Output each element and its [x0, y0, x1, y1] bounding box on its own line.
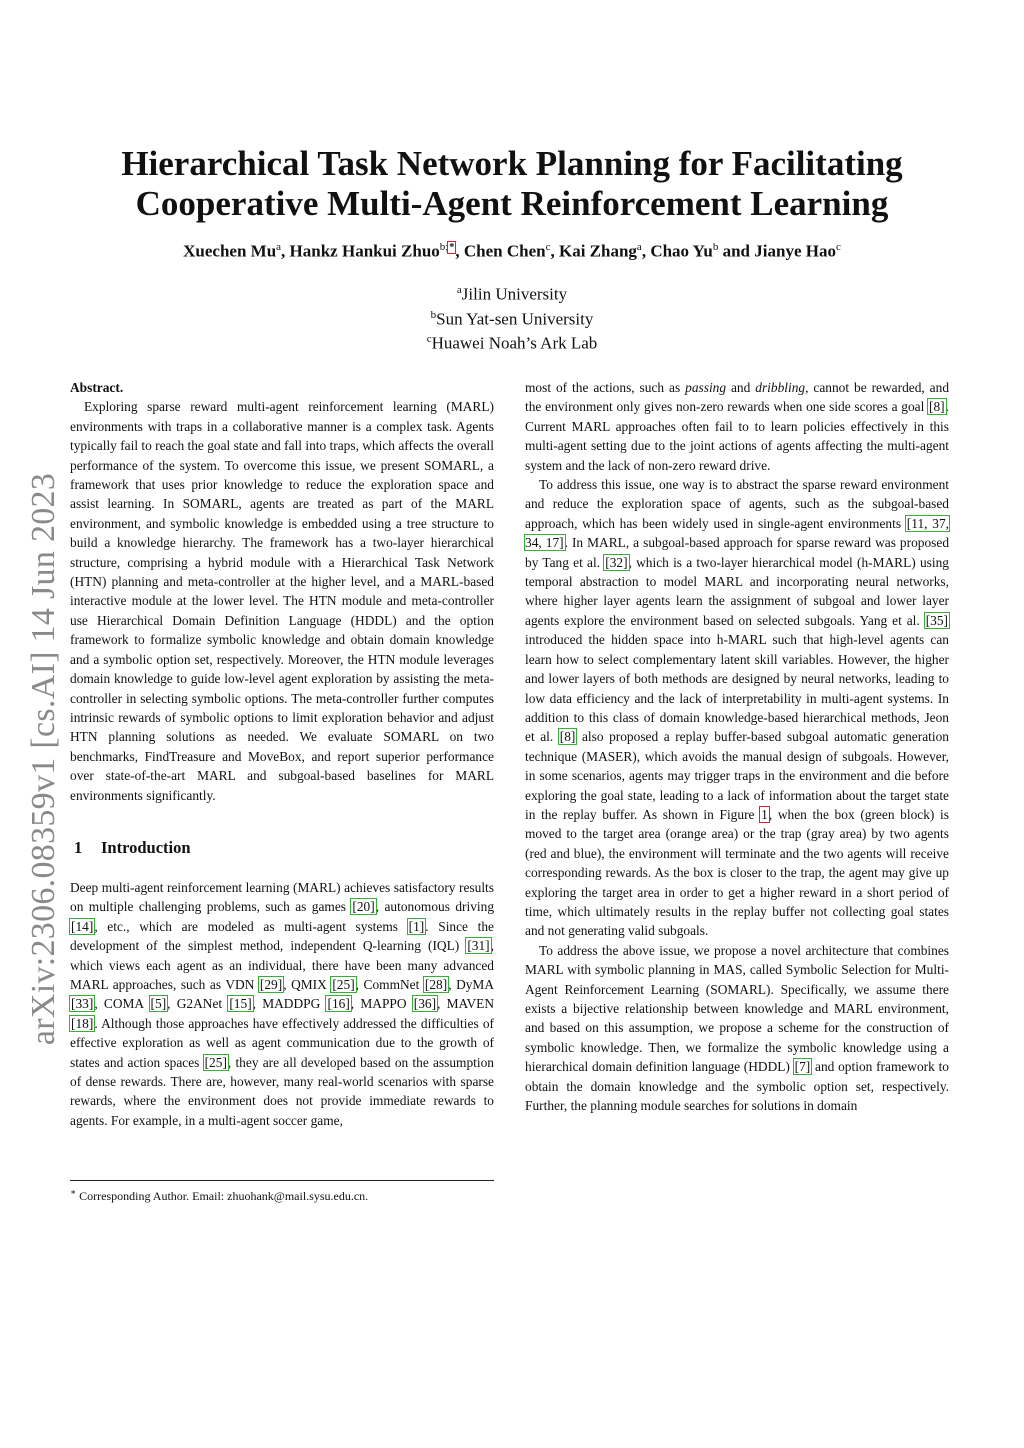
abstract-heading: Abstract. — [70, 380, 124, 395]
citation-link[interactable]: [5] — [150, 996, 167, 1012]
author-affiliation-mark: a — [276, 241, 282, 253]
title-line-1: Hierarchical Task Network Planning for Facilitating — [121, 144, 903, 183]
citation-link[interactable]: [20] — [352, 899, 375, 915]
abstract-body: Exploring sparse reward multi-agent reinforcement learning (MARL) environments with traps in a collaborative manner is a complex task. Agents typically fail to reach the goal state and fall into traps, which affects the overall performance of the system. To overcome this issue, we present SOMARL, a framework that uses prior knowledge to reduce the exploration space and assist learning. In SOMARL, agents are treated as part of the MARL environment, and symbolic knowledge is embedded using a tree structure to build a knowledge hierarchy. The framework has a two-layer hierarchical structure, comprising a hybrid module with a Hierarchical Task Network (HTN) planning and meta-controller at the higher level, and a MARL-based interactive module at the lower level. The HTN module and meta-controller use Hierarchical Domain Definition Language (HDDL) and the option framework to formalize symbolic knowledge and obtain domain knowledge and a symbolic option set, respectively. Moreover, the HTN module leverages domain knowledge to guide low-level agent exploration by assisting the meta-controller in selecting symbolic options. The meta-controller further computes intrinsic rewards of symbolic options to limit exploration behavior and adjust HTN planning solutions as needed. We evaluate SOMARL on two benchmarks, FindTreasure and MoveBox, and report superior performance over state-of-the-art MARL and subgoal-based baselines for MARL environments significantly. — [70, 399, 495, 803]
author-affiliation-mark: c — [835, 241, 841, 253]
citation-link[interactable]: [18] — [71, 1015, 94, 1031]
citation-link[interactable]: [33] — [71, 996, 94, 1012]
paper-title — [80, 144, 944, 224]
intro-paragraph: To address this issue, one way is to abstract the sparse reward environment and reduce the exploration space of agents, such as the subgoal-based approach, which has been widely used in single-agent environments [11, 37, 34, 17]. In MARL, a subgoal-based approach for sparse reward was proposed by Tang et al. [32], which is a two-layer hierarchical model (h-MARL) using temporal abstraction to model MARL and incorporating neural networks, where higher layer agents learn the assignment of subgoal and lower layer agents explore the environment based on selected subgoals. Yang et al. [35] introduced the hidden space into h-MARL such that high-level agents can learn how to select complementary latent skill variables. However, the higher and lower layers of both methods are designed by neural networks, leading to low data efficiency and the lack of interpretability in multi-agent systems. In addition to this class of domain knowledge-based hierarchical methods, Jeon et al. [8] also proposed a replay buffer-based subgoal automatic generation technique (MASER), which avoids the manual design of subgoals. However, in some scenarios, agents may trigger traps in the environment and die before exploring the goal state, leading to a lack of information about the target state in the replay buffer. As shown in Figure 1, when the box (green block) is moved to the target area (orange area) or the trap (gray area) by two agents (red and blue), the environment will terminate and the two agents will receive corresponding rewards. As the box is closer to the trap, the agent may give up exploring the target area in order to get a higher reward in a short period of time, which ultimately results in the replay buffer not collecting goal states and not generating valid subgoals. — [525, 477, 950, 939]
arxiv-sidebar-stamp — [24, 463, 64, 1055]
section-title: Introduction — [101, 837, 191, 857]
figure-reference-link[interactable]: 1 — [761, 806, 768, 822]
author-name: Jianye Hao — [754, 241, 836, 261]
citation-link[interactable]: [35] — [925, 612, 948, 628]
citation-link[interactable]: [16] — [327, 996, 350, 1012]
citation-link[interactable]: [29] — [259, 976, 283, 992]
corresponding-author-link[interactable]: * — [449, 242, 455, 253]
author-affiliation-mark: c — [545, 241, 551, 253]
section-number: 1 — [74, 837, 83, 857]
emphasis-term: passing — [685, 380, 727, 395]
author-affiliation-mark: a — [636, 241, 642, 253]
footnote-divider — [70, 1180, 494, 1181]
author-name: Hankz Hankui Zhuo — [289, 241, 440, 261]
citation-link[interactable]: [8] — [929, 399, 945, 415]
citation-link[interactable]: [25] — [204, 1054, 227, 1070]
author-affiliation-mark: b — [712, 241, 719, 253]
affiliation: $^b$Sun Yat-sen University — [430, 308, 594, 329]
section-heading — [74, 838, 494, 858]
author-name: Chen Chen — [463, 241, 546, 261]
author-name: Kai Zhang — [558, 241, 637, 261]
citation-link[interactable]: [15] — [229, 996, 252, 1012]
footnote-text: Corresponding Author. Email: zhuohank@mail.sysu.edu.cn. — [79, 1189, 369, 1203]
intro-paragraph: To address the above issue, we propose a novel architecture that combines MARL with symbolic planning in MAS, called Symbolic Selection for Multi-Agent Reinforcement Learning (SOMARL). Specifically, we assume there exists a bijective relationship between knowledge and MARL environment, and based on this assumption, we propose a scheme for the construction of symbolic knowledge. Then, we formalize the symbolic knowledge using a hierarchical domain definition language (HDDL) [7] and option framework to obtain the domain knowledge and the symbolic option set, respectively. Further, the planning module searches for solutions in domain — [525, 942, 949, 1114]
citation-link[interactable]: [25] — [332, 976, 355, 992]
citation-link[interactable]: [36] — [413, 996, 437, 1012]
citation-link[interactable]: [14] — [71, 918, 94, 934]
citation-link[interactable]: [8] — [559, 729, 576, 745]
citation-link[interactable]: [28] — [424, 976, 448, 992]
affiliation: $^a$Jilin University — [456, 284, 568, 304]
intro-paragraph: most of the actions, such as passing and dribbling, cannot be rewarded, and the environment only gives non-zero rewards when one side scores a goal [8]. Current MARL approaches often fail to to learn policies effectively in this multi-agent setting due to the joint actions of agents affecting the multi-agent system and the lack of non-zero reward drive. — [525, 380, 950, 473]
author-name: Chao Yu — [650, 241, 713, 261]
affiliation: $^c$Huawei Noah’s Ark Lab — [426, 333, 598, 353]
emphasis-term: dribbling — [755, 380, 806, 395]
footnote-mark: ∗ — [70, 1187, 77, 1197]
citation-link[interactable]: [31] — [467, 938, 490, 954]
citation-link[interactable]: [32] — [605, 554, 628, 570]
author-list: Xuechen Mu$^a$, Hankz Hankui Zhuo$^{b;}$*, Chen Chen$^c$, Kai Zhang$^a$, Chao Yu$^b$ and Jianye Hao$^c$ — [183, 241, 841, 261]
right-column — [525, 378, 949, 1115]
footnote — [70, 1184, 494, 1204]
affiliation-list — [80, 280, 944, 354]
citation-link[interactable]: [1] — [408, 918, 425, 934]
left-column — [70, 378, 494, 1130]
arxiv-id-text: arXiv:2306.08359v1 [cs.AI] 14 Jun 2023 — [25, 472, 62, 1046]
title-line-2: Cooperative Multi-Agent Reinforcement Learning — [135, 184, 889, 223]
author-name: Xuechen Mu — [183, 241, 277, 261]
citation-link[interactable]: [7] — [794, 1059, 811, 1075]
author-affiliation-mark: b; — [439, 241, 449, 253]
intro-paragraph: Deep multi-agent reinforcement learning (MARL) achieves satisfactory results on multiple challenging problems, such as games [20], autonomous driving [14], etc., which are modeled as multi-agent systems [1]. Since the development of the simplest method, independent Q-learning (IQL) [31], which views each agent as an individual, there have been many advanced MARL approaches, such as VDN [29], QMIX [25], CommNet [28], DyMA [33], COMA [5], G2ANet [15], MADDPG [16], MAPPO [36], MAVEN [18]. Although those approaches have effectively addressed the difficulties of effective exploration as well as agent communication due to the growth of states and action spaces [25], they are all developed based on the assumption of dense rewards. There are, however, many real-world scenarios with sparse rewards, where the environment does not provide immediate rewards to agents. For example, in a multi-agent soccer game, — [70, 879, 495, 1128]
citation-link[interactable]: [11, 37, 34, 17] — [525, 515, 949, 551]
author-connector: and — [722, 241, 751, 261]
